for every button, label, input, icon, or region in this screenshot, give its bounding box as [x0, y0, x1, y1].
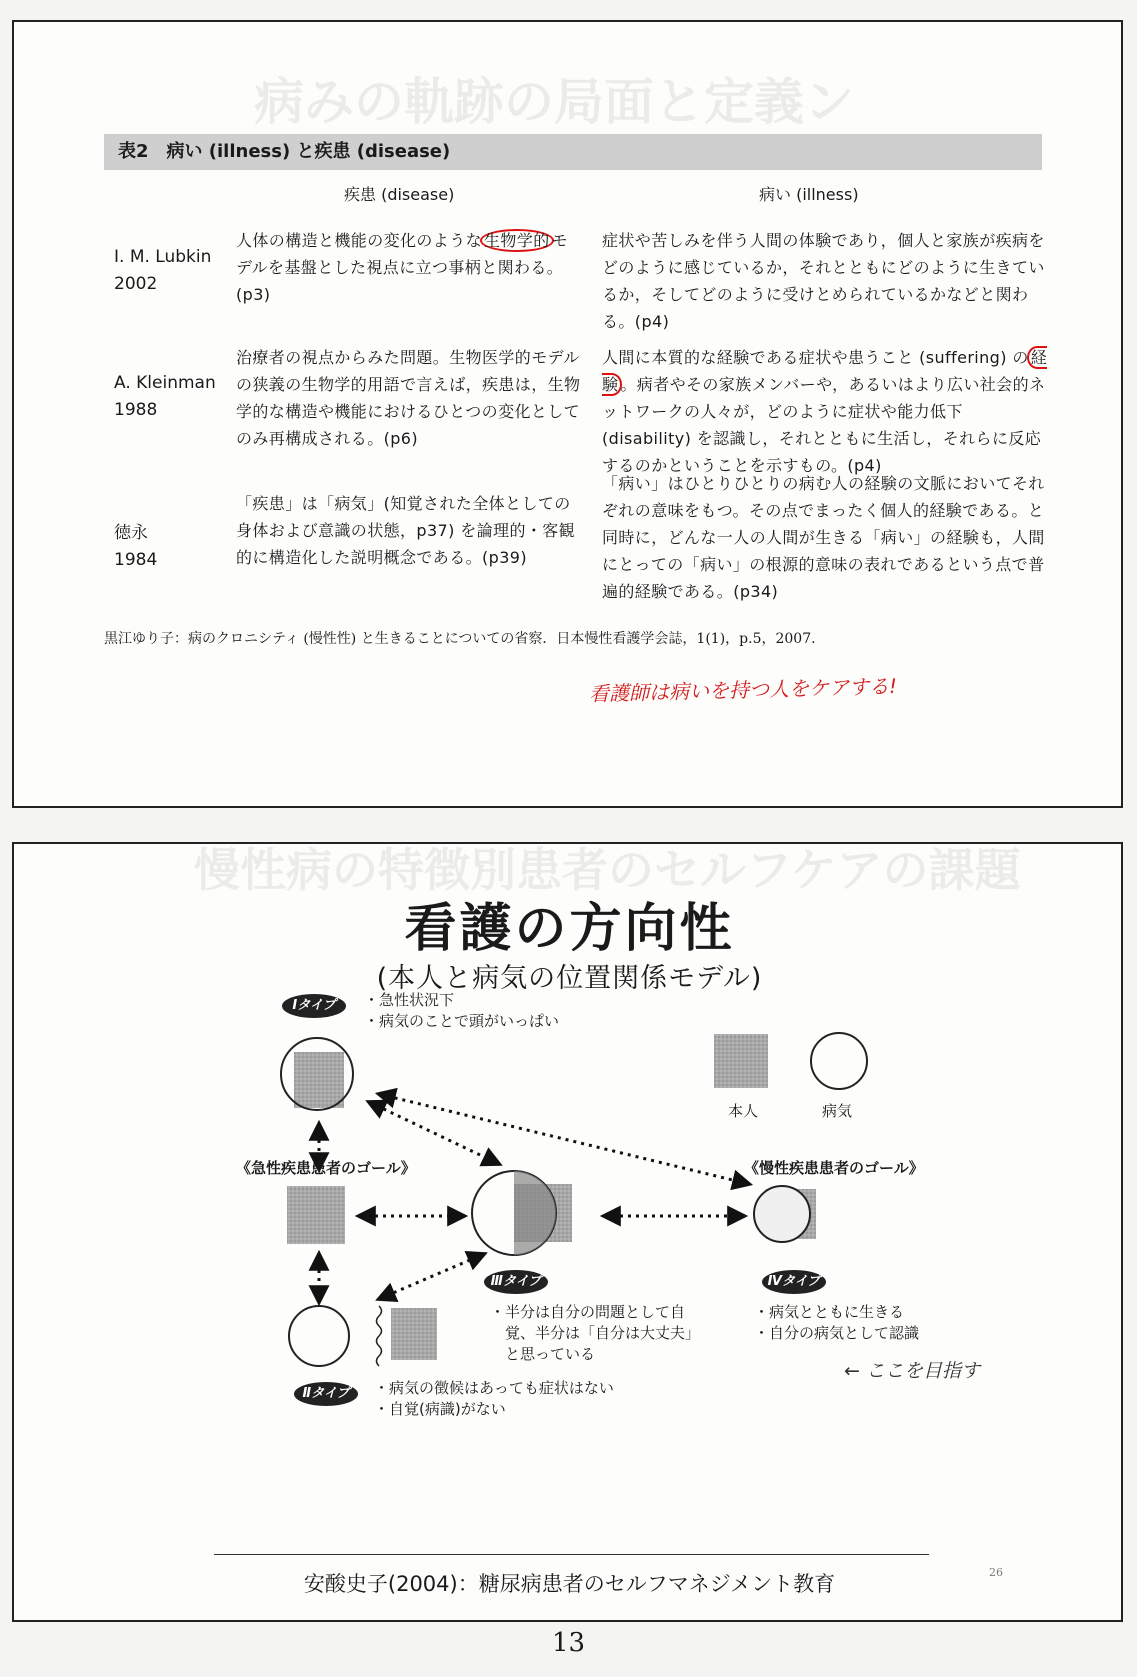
type4-notes: ・病気とともに生きる ・自分の病気として認識	[754, 1303, 920, 1342]
col-header-disease: 疾患 (disease)	[344, 185, 455, 204]
row2-illness	[602, 344, 1050, 479]
type4-badge: Ⅳタイプ	[762, 1270, 826, 1294]
type2-person-square	[391, 1308, 437, 1360]
table-source: 黒江ゆり子：病のクロニシティ (慢性性) と生きることについての省察．日本慢性看護学会誌，1(1)，p.5，2007.	[104, 631, 816, 647]
type2-notes: ・病気の徴候はあっても症状はない ・自覚(病識)がない	[374, 1379, 614, 1418]
author-year: 2002	[114, 274, 158, 294]
relation-diagram	[14, 844, 1125, 1624]
handwritten-arrow-note: ← ここを目指す	[844, 1360, 980, 1382]
type2-illness-circle	[289, 1306, 349, 1366]
author-year: 1988	[114, 400, 158, 420]
type1-person-square	[294, 1052, 344, 1108]
ghost-heading: 慢性病の特徴別患者のセルフケアの課題	[194, 843, 1021, 897]
row1-disease	[236, 227, 581, 308]
corner-number: 26	[989, 1566, 1003, 1579]
cell-text: 治療者の視点からみた問題。生物医学的モデルの狭義の生物学的用語で言えば，疾患は，生物学的な構造や機能におけるひとつの変化としてのみ再構成される。(p6)	[236, 348, 581, 448]
type2-wavy-line	[377, 1306, 382, 1366]
row3-disease	[236, 490, 581, 571]
type4-illness-circle	[754, 1186, 810, 1242]
col-header-illness: 病い (illness)	[759, 185, 859, 204]
arrow-1-3	[369, 1102, 499, 1164]
cell-text: モデルを基盤とした視点に立つ事柄と関わる。(p3)	[236, 231, 569, 304]
cell-text: 人体の構造と機能の変化のような	[236, 231, 483, 250]
author-name: 徳永	[114, 523, 148, 543]
chronic-goal-label: 《慢性疾患患者のゴール》	[744, 1159, 924, 1177]
type1-notes: ・急性状況下 ・病気のことで頭がいっぱい	[364, 991, 560, 1030]
type3-notes: ・半分は自分の問題として自 覚、半分は「自分は大丈夫」 と思っている	[490, 1303, 701, 1363]
legend-person-label: 本人	[728, 1102, 759, 1120]
row1-illness	[602, 227, 1050, 335]
cell-text: 「疾患」は「病気」(知覚された全体としての身体および意識の状態，p37) を論理的・客観的に構造化した説明概念である。(p39)	[236, 494, 576, 567]
acute-goal-person-square	[287, 1186, 345, 1244]
arrow-2-3	[379, 1254, 484, 1299]
legend-illness-circle	[811, 1033, 867, 1089]
type2-badge: Ⅱタイプ	[294, 1382, 358, 1406]
author-year: 1984	[114, 550, 158, 570]
citation: 安酸史子(2004)：糖尿病患者のセルフマネジメント教育	[303, 1572, 836, 1596]
row3-illness	[602, 470, 1050, 605]
citation-rule	[214, 1554, 929, 1555]
arrow-1-4	[379, 1094, 749, 1184]
row2-disease	[236, 344, 581, 452]
legend-illness-label: 病気	[822, 1102, 853, 1120]
cell-text: 人間に本質的な経験である症状や患うこと (suffering) の	[602, 348, 1029, 367]
row2-author	[114, 370, 216, 424]
ghost-heading: 病みの軌跡の局面と定義ン	[254, 73, 854, 131]
acute-goal-label: 《急性疾患患者のゴール》	[236, 1159, 416, 1177]
row3-author	[114, 520, 157, 574]
author-name: A. Kleinman	[114, 373, 216, 393]
page-number: 13	[551, 1628, 586, 1658]
red-circle-mark: 生物学的	[480, 229, 554, 252]
type1-badge: Ⅰタイプ	[282, 994, 346, 1018]
row1-author	[114, 244, 211, 298]
table-title: 表2 病い (illness) と疾患 (disease)	[104, 134, 1042, 170]
slide-subtitle: (本人と病気の位置関係モデル)	[376, 963, 763, 994]
red-circle-mark: 経験	[602, 348, 1048, 394]
type3-badge: Ⅲタイプ	[484, 1270, 548, 1294]
cell-text: 。病者やその家族メンバーや，あるいはより広い社会的ネットワークの人々が，どのように症状や能力低下 (disability) を認識し，それとともに生活し，それらに反応するのかということを示すもの。(p4)	[602, 375, 1046, 475]
cell-text: 「病い」はひとりひとりの病む人の経験の文脈においてそれぞれの意味をもつ。その点でまったく個人的経験である。と同時に，どんな一人の人間が生きる「病い」の経験も，人間にとっての「病い」の根源的意味の表れであるという点で普遍的経験である。(p34)	[602, 474, 1045, 601]
type3-overlap	[514, 1171, 556, 1255]
handwritten-red-note: 看護師は病いを持つ人をケアする!	[588, 673, 898, 707]
legend-person-square	[714, 1034, 768, 1088]
cell-text: 症状や苦しみを伴う人間の体験であり，個人と家族が疾病をどのように感じているか，それとともにどのように生きているか，そしてどのように受けとめられているかなどと関わる。(p4)	[602, 231, 1045, 331]
slide-title: 看護の方向性	[404, 899, 735, 959]
author-name: I. M. Lubkin	[114, 247, 212, 267]
slide-diagram	[12, 842, 1123, 1622]
slide-table	[12, 20, 1123, 808]
